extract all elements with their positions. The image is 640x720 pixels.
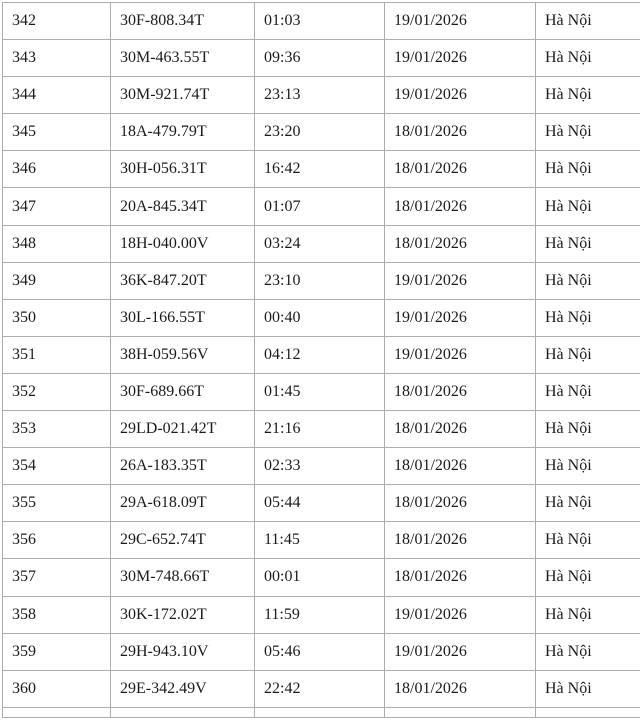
plate-cell: 30M-748.66T [111, 559, 255, 596]
table-row [3, 40, 640, 77]
row-index-cell [3, 707, 111, 717]
location-cell: Hà Nội [536, 77, 640, 114]
table-row [3, 373, 640, 410]
time-cell [255, 707, 385, 717]
table-row [3, 559, 640, 596]
time-cell: 01:45 [255, 373, 385, 410]
time-cell: 23:20 [255, 114, 385, 151]
time-cell: 23:10 [255, 262, 385, 299]
plate-cell: 29E-342.49V [111, 670, 255, 707]
time-cell: 22:42 [255, 670, 385, 707]
location-cell: Hà Nội [536, 225, 640, 262]
plate-cell: 29C-652.74T [111, 522, 255, 559]
time-cell: 16:42 [255, 151, 385, 188]
table-row [3, 336, 640, 373]
plate-cell: 30L-166.55T [111, 299, 255, 336]
location-cell: Hà Nội [536, 373, 640, 410]
row-index-cell: 358 [3, 596, 111, 633]
location-cell: Hà Nội [536, 336, 640, 373]
table-row [3, 670, 640, 707]
location-cell: Hà Nội [536, 151, 640, 188]
time-cell: 04:12 [255, 336, 385, 373]
plate-cell: 29A-618.09T [111, 485, 255, 522]
time-cell: 05:46 [255, 633, 385, 670]
location-cell: Hà Nội [536, 448, 640, 485]
location-cell: Hà Nội [536, 522, 640, 559]
table-row [3, 77, 640, 114]
time-cell: 01:03 [255, 3, 385, 40]
date-cell: 18/01/2026 [385, 448, 536, 485]
plate-cell: 18A-479.79T [111, 114, 255, 151]
time-cell: 05:44 [255, 485, 385, 522]
table-row [3, 448, 640, 485]
plate-cell: 29LD-021.42T [111, 411, 255, 448]
location-cell: Hà Nội [536, 299, 640, 336]
plate-cell: 30M-921.74T [111, 77, 255, 114]
date-cell [385, 707, 536, 717]
time-cell: 11:45 [255, 522, 385, 559]
date-cell: 18/01/2026 [385, 411, 536, 448]
date-cell: 19/01/2026 [385, 3, 536, 40]
date-cell: 18/01/2026 [385, 522, 536, 559]
table-row [3, 411, 640, 448]
row-index-cell: 349 [3, 262, 111, 299]
plate-cell: 26A-183.35T [111, 448, 255, 485]
time-cell: 09:36 [255, 40, 385, 77]
table-row [3, 633, 640, 670]
time-cell: 00:01 [255, 559, 385, 596]
plate-cell: 30H-056.31T [111, 151, 255, 188]
row-index-cell: 345 [3, 114, 111, 151]
location-cell: Hà Nội [536, 670, 640, 707]
date-cell: 18/01/2026 [385, 670, 536, 707]
row-index-cell: 357 [3, 559, 111, 596]
row-index-cell: 343 [3, 40, 111, 77]
plate-cell: 18H-040.00V [111, 225, 255, 262]
table-row [3, 485, 640, 522]
table-row [3, 522, 640, 559]
row-index-cell: 360 [3, 670, 111, 707]
location-cell [536, 707, 640, 717]
date-cell: 18/01/2026 [385, 373, 536, 410]
location-cell: Hà Nội [536, 40, 640, 77]
date-cell: 18/01/2026 [385, 188, 536, 225]
date-cell: 19/01/2026 [385, 77, 536, 114]
date-cell: 19/01/2026 [385, 336, 536, 373]
time-cell: 21:16 [255, 411, 385, 448]
location-cell: Hà Nội [536, 114, 640, 151]
row-index-cell: 342 [3, 3, 111, 40]
location-cell: Hà Nội [536, 596, 640, 633]
row-index-cell: 350 [3, 299, 111, 336]
time-cell: 03:24 [255, 225, 385, 262]
location-cell: Hà Nội [536, 633, 640, 670]
row-index-cell: 351 [3, 336, 111, 373]
row-index-cell: 346 [3, 151, 111, 188]
row-index-cell: 356 [3, 522, 111, 559]
plate-cell: 30F-689.66T [111, 373, 255, 410]
date-cell: 18/01/2026 [385, 225, 536, 262]
table-row [3, 299, 640, 336]
table-body [3, 3, 640, 718]
date-cell: 19/01/2026 [385, 596, 536, 633]
row-index-cell: 348 [3, 225, 111, 262]
location-cell: Hà Nội [536, 3, 640, 40]
plate-cell: 38H-059.56V [111, 336, 255, 373]
date-cell: 18/01/2026 [385, 559, 536, 596]
plate-cell: 20A-845.34T [111, 188, 255, 225]
table-row [3, 225, 640, 262]
plate-cell [111, 707, 255, 717]
table-row [3, 114, 640, 151]
location-cell: Hà Nội [536, 559, 640, 596]
date-cell: 18/01/2026 [385, 151, 536, 188]
table-row [3, 262, 640, 299]
date-cell: 19/01/2026 [385, 40, 536, 77]
table-row [3, 188, 640, 225]
plate-cell: 30K-172.02T [111, 596, 255, 633]
table-row [3, 3, 640, 40]
row-index-cell: 352 [3, 373, 111, 410]
location-cell: Hà Nội [536, 262, 640, 299]
row-index-cell: 344 [3, 77, 111, 114]
plate-cell: 30F-808.34T [111, 3, 255, 40]
plate-cell: 30M-463.55T [111, 40, 255, 77]
date-cell: 19/01/2026 [385, 633, 536, 670]
time-cell: 23:13 [255, 77, 385, 114]
location-cell: Hà Nội [536, 485, 640, 522]
time-cell: 00:40 [255, 299, 385, 336]
location-cell: Hà Nội [536, 188, 640, 225]
plate-cell: 36K-847.20T [111, 262, 255, 299]
row-index-cell: 347 [3, 188, 111, 225]
time-cell: 11:59 [255, 596, 385, 633]
plate-violation-table [2, 2, 640, 718]
row-index-cell: 354 [3, 448, 111, 485]
row-index-cell: 353 [3, 411, 111, 448]
table-row-partial [3, 707, 640, 717]
date-cell: 18/01/2026 [385, 114, 536, 151]
table-row [3, 596, 640, 633]
date-cell: 19/01/2026 [385, 299, 536, 336]
date-cell: 19/01/2026 [385, 262, 536, 299]
plate-cell: 29H-943.10V [111, 633, 255, 670]
time-cell: 01:07 [255, 188, 385, 225]
row-index-cell: 355 [3, 485, 111, 522]
table-row [3, 151, 640, 188]
row-index-cell: 359 [3, 633, 111, 670]
location-cell: Hà Nội [536, 411, 640, 448]
date-cell: 18/01/2026 [385, 485, 536, 522]
time-cell: 02:33 [255, 448, 385, 485]
